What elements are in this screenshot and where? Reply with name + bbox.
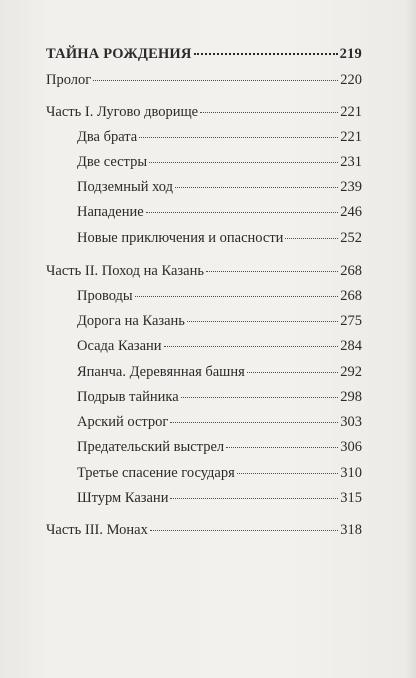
toc-entry bbox=[77, 229, 362, 247]
dot-leader bbox=[150, 530, 338, 531]
toc-entry bbox=[46, 71, 362, 89]
toc-entry-page-number: 303 bbox=[340, 414, 362, 430]
toc-entry-page-number: 298 bbox=[340, 389, 362, 405]
toc-entry-title: Дорога на Казань bbox=[77, 313, 185, 329]
toc-entry bbox=[77, 203, 362, 221]
dot-leader bbox=[194, 53, 338, 55]
dot-leader bbox=[164, 346, 339, 347]
toc-entry-title: Третье спасение государя bbox=[77, 465, 235, 481]
toc-entry-page-number: 310 bbox=[340, 465, 362, 481]
toc-entry bbox=[77, 337, 362, 355]
toc-entry-title: Арский острог bbox=[77, 414, 169, 430]
toc-entry-page-number: 315 bbox=[340, 490, 362, 506]
toc-entry-page-number: 318 bbox=[340, 522, 362, 538]
toc-entry-page-number: 221 bbox=[340, 129, 362, 145]
toc-entry-title: ТАЙНА РОЖДЕНИЯ bbox=[46, 46, 192, 62]
toc-entry-page-number: 306 bbox=[340, 439, 362, 455]
toc-entry bbox=[46, 262, 362, 280]
dot-leader bbox=[237, 473, 338, 474]
toc-entry-page-number: 231 bbox=[340, 154, 362, 170]
toc-entry-page-number: 239 bbox=[340, 179, 362, 195]
toc-entry-page-number: 252 bbox=[340, 230, 362, 246]
toc-entry-page-number: 275 bbox=[340, 313, 362, 329]
toc-entry-page-number: 284 bbox=[340, 338, 362, 354]
toc-entry bbox=[77, 178, 362, 196]
toc-entry bbox=[77, 388, 362, 406]
dot-leader bbox=[170, 422, 338, 423]
toc-entry bbox=[77, 128, 362, 146]
toc-entry-title: Штурм Казани bbox=[77, 490, 169, 506]
toc-entry bbox=[77, 489, 362, 507]
toc-entry-title: Пролог bbox=[46, 72, 92, 88]
toc-entry bbox=[77, 438, 362, 456]
dot-leader bbox=[247, 372, 338, 373]
dot-leader bbox=[181, 397, 339, 398]
toc-entry bbox=[77, 312, 362, 330]
dot-leader bbox=[135, 296, 339, 297]
toc-entry-title: Подземный ход bbox=[77, 179, 173, 195]
dot-leader bbox=[200, 112, 338, 113]
toc-entry-page-number: 221 bbox=[340, 104, 362, 120]
toc-entry-page-number: 246 bbox=[340, 204, 362, 220]
toc-entry-title: Часть I. Лугово дворище bbox=[46, 104, 199, 120]
toc-entry bbox=[77, 464, 362, 482]
dot-leader bbox=[139, 137, 338, 138]
toc-entry-title: Нападение bbox=[77, 204, 144, 220]
toc-entry-page-number: 268 bbox=[340, 263, 362, 279]
toc-entry-title: Осада Казани bbox=[77, 338, 162, 354]
toc-entry-page-number: 268 bbox=[340, 288, 362, 304]
toc-entry-title: Две сестры bbox=[77, 154, 148, 170]
toc-entry-title: Два брата bbox=[77, 129, 138, 145]
toc-entry-title: Часть III. Монах bbox=[46, 522, 148, 538]
dot-leader bbox=[226, 447, 338, 448]
dot-leader bbox=[175, 187, 338, 188]
toc-entry bbox=[46, 521, 362, 539]
dot-leader bbox=[206, 271, 338, 272]
toc-entry-title: Япанча. Деревянная башня bbox=[77, 364, 245, 380]
toc-entry bbox=[77, 153, 362, 171]
toc-entry-title: Часть II. Поход на Казань bbox=[46, 263, 204, 279]
dot-leader bbox=[93, 80, 338, 81]
toc-entry bbox=[46, 45, 362, 63]
dot-leader bbox=[170, 498, 338, 499]
dot-leader bbox=[187, 321, 338, 322]
toc-entry bbox=[77, 363, 362, 381]
toc-entry-title: Подрыв тайника bbox=[77, 389, 179, 405]
toc-entry-page-number: 220 bbox=[340, 72, 362, 88]
dot-leader bbox=[285, 238, 338, 239]
toc-entry bbox=[77, 413, 362, 431]
dot-leader bbox=[146, 212, 339, 213]
toc-entry-title: Новые приключения и опасности bbox=[77, 230, 284, 246]
dot-leader bbox=[149, 162, 338, 163]
toc-entry-page-number: 219 bbox=[339, 46, 362, 62]
toc-entry bbox=[46, 103, 362, 121]
toc-entry-title: Проводы bbox=[77, 288, 133, 304]
toc-entry-title: Предательский выстрел bbox=[77, 439, 225, 455]
toc-entry bbox=[77, 287, 362, 305]
toc-entry-page-number: 292 bbox=[340, 364, 362, 380]
